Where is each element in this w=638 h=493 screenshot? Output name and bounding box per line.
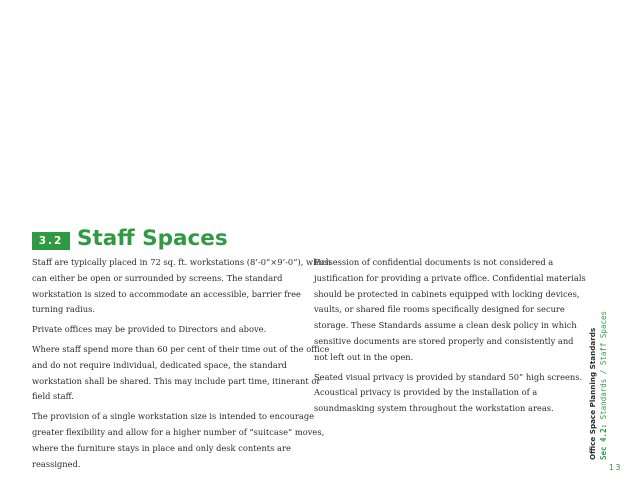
paragraph-single-workstation-size: The provision of a single workstation size is intended to encourage greater flexibility and allow for a higher number of “suitcase” moves, where the furniture stays in place and only desk contents are reassigned. bbox=[32, 411, 325, 469]
section-reference-name: Standards / Staff Spaces bbox=[599, 310, 608, 420]
paragraph-private-offices: Private offices may be provided to Directors and above. bbox=[32, 324, 267, 335]
sidebar-text-block bbox=[587, 311, 609, 460]
page-number: 13 bbox=[608, 463, 622, 472]
section-reference bbox=[598, 311, 609, 460]
paragraph-confidential-documents: Possession of confidential documents is not considered a justification for providing a private office. Confidential materials should be protected in cabinets equipped with locking devices, vaults, or shared file rooms specifically designed for secure storage. These Standards assume a clean desk policy in which sensitive documents are stored properly and consistently and not left out in the open. bbox=[314, 257, 586, 362]
document-title: Office Space Planning Standards bbox=[588, 327, 597, 460]
paragraph-workstation-size: Staff are typically placed in 72 sq. ft. workstations (8’-0”×9’-0”), which can either be open or surrounded by screens. The standard workstation is sized to accommodate an accessible, barrier free turning radius. bbox=[32, 257, 332, 315]
paragraph-privacy-screens: Seated visual privacy is provided by standard 50” high screens. Acoustical privacy is provided by the installation of a soundmasking system throughout the workstation areas. bbox=[314, 371, 583, 414]
paragraph-shared-workstations: Where staff spend more than 60 per cent of their time out of the office and do not require individual, dedicated space, the standard workstation shall be shared. This may include part time, itinerant or field staff. bbox=[32, 343, 330, 402]
left-text-column bbox=[32, 255, 334, 476]
right-text-column bbox=[314, 255, 589, 421]
section-title: Staff Spaces bbox=[77, 226, 228, 251]
section-reference-number: Sec 4.2: bbox=[599, 423, 608, 460]
section-number-badge: 3.2 bbox=[32, 232, 70, 250]
vertical-sidebar bbox=[588, 300, 631, 460]
